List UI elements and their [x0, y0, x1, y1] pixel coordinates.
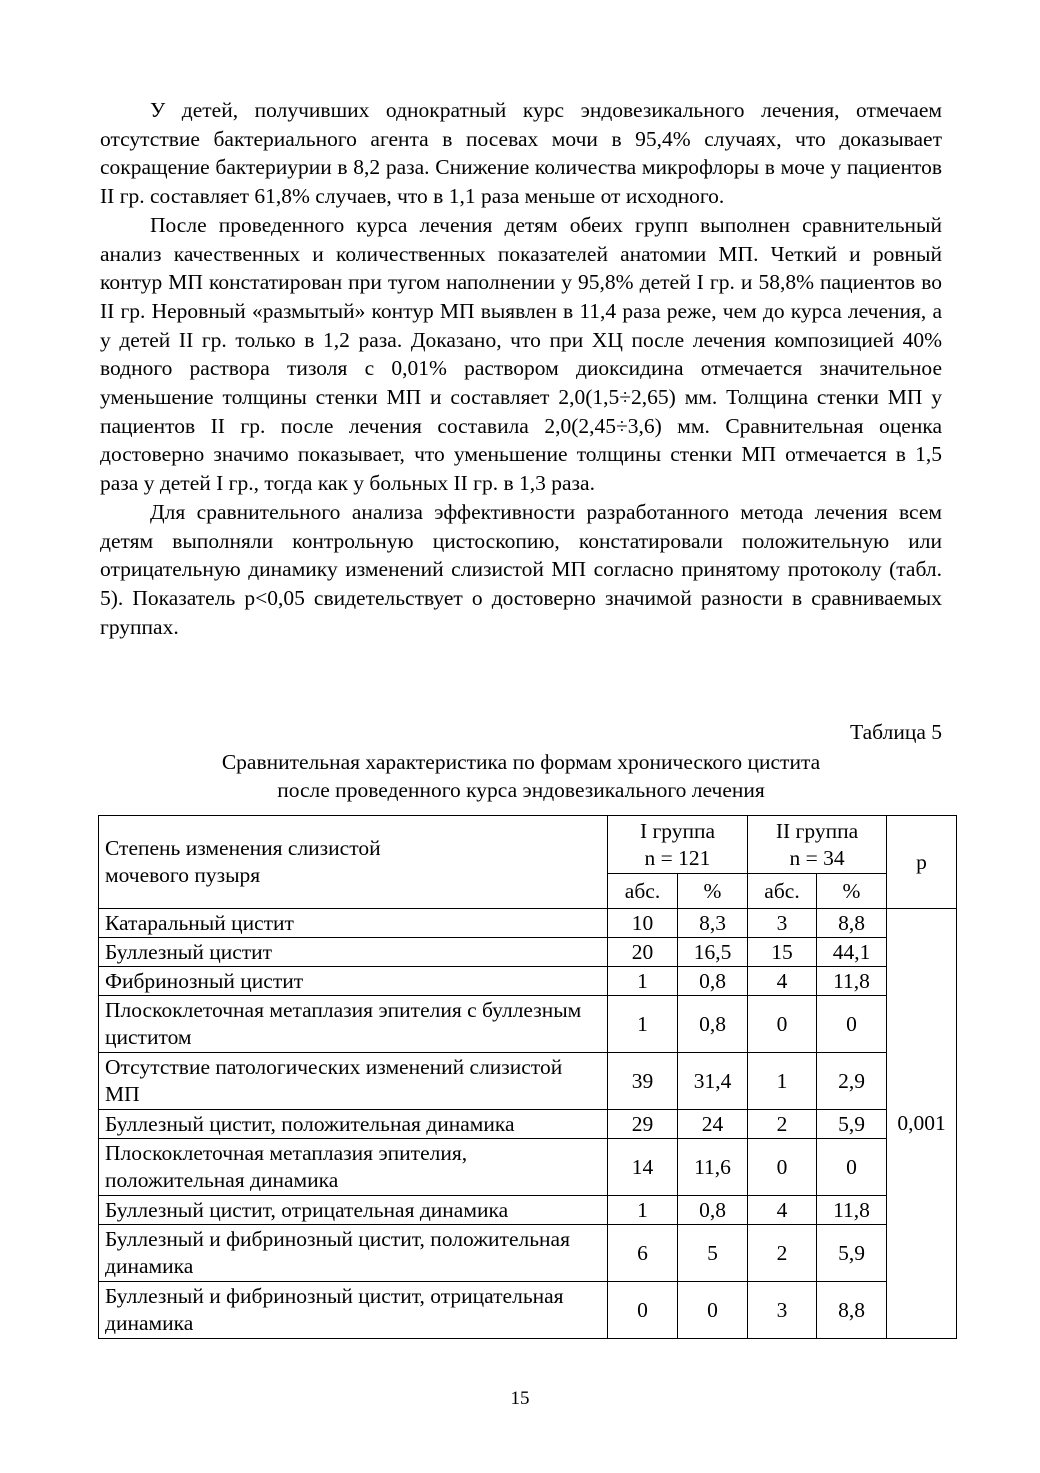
header-p: p — [887, 816, 957, 909]
g2-pct: 0 — [817, 996, 887, 1053]
row-name: Буллезный и фибринозный цистит, отрицательная динамика — [99, 1282, 608, 1339]
g1-pct: 24 — [678, 1110, 748, 1139]
g2-pct: 11,8 — [817, 967, 887, 996]
row-name: Отсутствие патологических изменений слизистой МП — [99, 1053, 608, 1110]
table-row — [99, 996, 957, 1053]
body-text — [100, 96, 942, 641]
table-row — [99, 1282, 957, 1339]
g2-abs: 4 — [748, 1196, 817, 1225]
g2-pct: 5,9 — [817, 1225, 887, 1282]
paragraph-1: У детей, получивших однократный курс эндовезикального лечения, отмечаем отсутствие бактериального агента в посевах мочи в 95,4% случаях, что доказывает сокращение бактериурии в 8,2 раза. Снижение количества микрофлоры в моче у пациентов II гр. составляет 61,8% случаев, что в 1,1 раза меньше от исходного. — [100, 98, 942, 209]
paragraph-3: Для сравнительного анализа эффективности разработанного метода лечения всем детям выполняли контрольную цистоскопию, констатировали положительную или отрицательную динамику изменений слизистой МП согласно принятому протоколу (табл. 5). Показатель p<0,05 свидетельствует о достоверно значимой разности в сравниваемых группах. — [100, 499, 942, 639]
table-label: Таблица 5 — [850, 720, 942, 744]
row-name: Катаральный цистит — [99, 909, 608, 938]
g2-abs: 2 — [748, 1225, 817, 1282]
table-row — [99, 1225, 957, 1282]
table-caption-line-1: Сравнительная характеристика по формам хронического цистита — [221, 750, 821, 774]
table-row — [99, 1139, 957, 1196]
row-name: Буллезный цистит, отрицательная динамика — [99, 1196, 608, 1225]
g1-abs: 29 — [608, 1110, 678, 1139]
g2-abs: 15 — [748, 938, 817, 967]
header-mucosa-change: Степень изменения слизистой мочевого пузыря — [99, 816, 608, 909]
g2-abs: 0 — [748, 1139, 817, 1196]
g2-pct: 44,1 — [817, 938, 887, 967]
g1-pct: 0,8 — [678, 967, 748, 996]
g2-pct: 11,8 — [817, 1196, 887, 1225]
g2-abs: 0 — [748, 996, 817, 1053]
g1-abs: 1 — [608, 996, 678, 1053]
g1-abs: 10 — [608, 909, 678, 938]
g2-abs: 2 — [748, 1110, 817, 1139]
header-g1-pct: % — [678, 874, 748, 909]
table-row — [99, 967, 957, 996]
g1-abs: 20 — [608, 938, 678, 967]
g2-pct: 0 — [817, 1139, 887, 1196]
results-table — [98, 815, 957, 1339]
g1-pct: 0 — [678, 1282, 748, 1339]
row-name: Буллезный цистит — [99, 938, 608, 967]
header-group-1: I группа n = 121 — [608, 816, 748, 874]
row-name: Буллезный и фибринозный цистит, положительная динамика — [99, 1225, 608, 1282]
header-g2-abs: абс. — [748, 874, 817, 909]
g1-abs: 1 — [608, 967, 678, 996]
g2-pct: 5,9 — [817, 1110, 887, 1139]
table-row — [99, 1053, 957, 1110]
g1-pct: 16,5 — [678, 938, 748, 967]
table-caption — [100, 748, 942, 804]
row-name: Буллезный цистит, положительная динамика — [99, 1110, 608, 1139]
table-row — [99, 1196, 957, 1225]
g2-abs: 1 — [748, 1053, 817, 1110]
table-caption-line-2: после проведенного курса эндовезикального лечения — [277, 778, 765, 802]
g2-abs: 3 — [748, 909, 817, 938]
g1-pct: 0,8 — [678, 996, 748, 1053]
p-value: 0,001 — [887, 909, 957, 1339]
g2-pct: 2,9 — [817, 1053, 887, 1110]
table-row — [99, 938, 957, 967]
g1-abs: 6 — [608, 1225, 678, 1282]
g1-pct: 11,6 — [678, 1139, 748, 1196]
g1-abs: 1 — [608, 1196, 678, 1225]
row-name: Фибринозный цистит — [99, 967, 608, 996]
g1-abs: 39 — [608, 1053, 678, 1110]
header-g2-pct: % — [817, 874, 887, 909]
g1-pct: 0,8 — [678, 1196, 748, 1225]
g2-pct: 8,8 — [817, 1282, 887, 1339]
g2-abs: 4 — [748, 967, 817, 996]
g1-pct: 5 — [678, 1225, 748, 1282]
row-name: Плоскоклеточная метаплазия эпителия, положительная динамика — [99, 1139, 608, 1196]
g2-abs: 3 — [748, 1282, 817, 1339]
paragraph-2: После проведенного курса лечения детям обеих групп выполнен сравнительный анализ качественных и количественных показателей анатомии МП. Четкий и ровный контур МП констатирован при тугом наполнении у 95,8% детей I гр. и 58,8% пациентов во II гр. Неровный «размытый» контур МП выявлен в 11,4 раза реже, чем до курса лечения, а у детей II гр. только в 1,2 раза. Доказано, что при ХЦ после лечения композицией 40% водного раствора тизоля с 0,01% раствором диоксидина отмечается значительное уменьшение толщины стенки МП и составляет 2,0(1,5÷2,65) мм. Толщина стенки МП у пациентов II гр. после лечения составила 2,0(2,45÷3,6) мм. Сравнительная оценка достоверно значимо показывает, что уменьшение толщины стенки МП отмечается в 1,5 раза у детей I гр., тогда как у больных II гр. в 1,3 раза. — [100, 212, 942, 496]
g1-abs: 14 — [608, 1139, 678, 1196]
table-row — [99, 909, 957, 938]
header-group-2: II группа n = 34 — [748, 816, 887, 874]
table-row — [99, 1110, 957, 1139]
g1-pct: 8,3 — [678, 909, 748, 938]
g2-pct: 8,8 — [817, 909, 887, 938]
table-header-row-1 — [99, 816, 957, 874]
g1-abs: 0 — [608, 1282, 678, 1339]
page-number: 15 — [510, 1388, 530, 1409]
header-g1-abs: абс. — [608, 874, 678, 909]
g1-pct: 31,4 — [678, 1053, 748, 1110]
row-name: Плоскоклеточная метаплазия эпителия с буллезным циститом — [99, 996, 608, 1053]
